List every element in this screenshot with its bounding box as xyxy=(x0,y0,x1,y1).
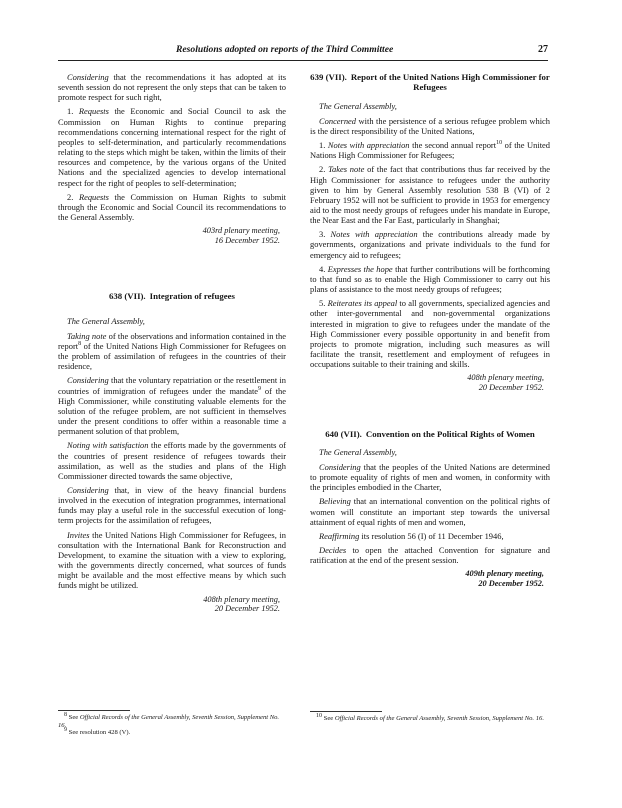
footnote-9: $^9$ See resolution 428 (V). xyxy=(64,727,131,737)
resolution-640-heading: 640 (VII). Convention on the Political Rights of Women xyxy=(325,428,535,439)
res639-item-5: 5. Reiterates its appeal to all governments, specialized agencies and other inter-governmental and non-governmental organizations interested in migration to give to refugees under the mandate of the High Commissioner every possible opportunity in and benefit from projects to promote migration, including such measures as will facilitate the transit, resettlement and employment of refugees in occupations suitable to their training and skills. xyxy=(310,298,550,370)
footnote-10: $^{10}$ See Official Records of the General Assembly, Seventh Session, Supplement No. 16. xyxy=(316,712,544,722)
res639-item-3: 3. Notes with appreciation the contributions already made by governments, organizations and private individuals to the fund for emergency aid to refugees; xyxy=(310,229,551,260)
res640-paragraph-3: Reaffirming its resolution 56 (I) of 11 December 1946, xyxy=(319,530,504,541)
res639-item-2: 2. Takes note of the fact that contributions thus far received by the High Commissioner for assistance to refugees under the authority given to him by General Assembly resolution 538 B (VI) of 2 February 1952 will not be sufficient to provide in 1953 for emergency aid to the most needy groups of refugees under his mandate in Europe, the Near East and the Far East, particularly in Shanghai; xyxy=(310,164,551,226)
res639-item-1: 1. Notes with appreciation the second annual report$^{10}$ of the United Nations High Commissioner for Refugees; xyxy=(310,140,551,161)
right-column xyxy=(310,72,550,589)
operative-paragraph-1: 1. Requests the Economic and Social Council to ask the Commission on Human Rights to continue preparing recommendations concerning international respect for the right of peoples to self-determination, and particularly recommendations relating to the steps which might be taken, within the limits of their resources and competence, by the various organs of the United Nations and the specialized agencies to develop international respect for the right of peoples to self-determination; xyxy=(58,106,287,188)
general-assembly-label: The General Assembly, xyxy=(67,315,145,326)
meeting-signature: 408th plenary meeting, 20 December 1952. xyxy=(467,373,544,392)
header-rule xyxy=(58,60,548,61)
res638-paragraph-2: Considering that the voluntary repatriation or the resettlement in countries of immigration of refugees under the mandate$^9$ of the High Commissioner, while constituting valuable elements for the solution of the refugee problem, are not sufficient in themselves under the present conditions to offer within a reasonable time a permanent solution of that problem, xyxy=(58,375,287,437)
meeting-signature: 409th plenary meeting, 20 December 1952. xyxy=(465,569,544,588)
general-assembly-label: The General Assembly, xyxy=(319,100,397,111)
res640-paragraph-1: Considering that the peoples of the United Nations are determined to promote equality of rights of men and women, in conformity with the principles embodied in the Charter, xyxy=(310,461,550,493)
right-footnotes xyxy=(310,711,550,723)
left-footnotes xyxy=(58,710,286,737)
res639-item-4: 4. Expresses the hope that further contributions will be forthcoming to that fund so as to enable the High Commissioner to carry out his plans of assistance to the most needy groups of refugees; xyxy=(310,263,551,295)
footnote-rule xyxy=(58,710,130,711)
running-head-title: Resolutions adopted on reports of the Third Committee xyxy=(176,44,394,55)
meeting-signature: 408th plenary meeting, 20 December 1952. xyxy=(203,594,280,614)
considering-paragraph: Considering that the recommendations it has adopted at its seventh session do not represent the only steps that can be taken to promote respect for such right, xyxy=(58,72,286,103)
operative-paragraph-2: 2. Requests the Commission on Human Rights to submit through the Economic and Social Council its recommendations to the General Assembly. xyxy=(58,191,287,223)
resolution-639-heading: 639 (VII). Report of the United Nations High Commissioner for Refugees xyxy=(310,72,550,93)
res638-paragraph-5: Invites the United Nations High Commissioner for Refugees, in consultation with the International Bank for Reconstruction and Development, to examine the situation with a view to exploring, with the governments directly concerned, what sources of funds might be available and the most effective means by which such funds might be utilized. xyxy=(58,529,286,591)
page-number: 27 xyxy=(538,44,548,55)
footnote-8: $^8$ See Official Records of the General Assembly, Seventh Session, Supplement No. 16. xyxy=(58,711,280,729)
left-column xyxy=(58,72,286,614)
res638-paragraph-4: Considering that, in view of the heavy financial burdens involved in the execution of integration programmes, international funds may play a useful role in the successful execution of long-term projects for the assimilation of refugees, xyxy=(58,485,287,526)
res640-paragraph-4: Decides to open the attached Convention for signature and ratification at the end of the present session. xyxy=(310,545,550,566)
general-assembly-label: The General Assembly, xyxy=(319,446,397,457)
meeting-signature: 403rd plenary meeting, 16 December 1952. xyxy=(202,226,280,245)
res638-paragraph-1: Taking note of the observations and information contained in the report$^8$ of the United Nations High Commissioner for Refugees on the problem of assimilation of refugees in the countries of their residence, xyxy=(58,330,286,372)
res638-paragraph-3: Noting with satisfaction the efforts made by the governments of the countries of present residence of refugees towards their assimilation, as well as the studies and plans of the High Commissioner directed towards the same objective, xyxy=(58,440,286,481)
res639-concerned: Concerned with the persistence of a serious refugee problem which is the direct responsibility of the United Nations, xyxy=(310,115,551,136)
resolution-638-heading: 638 (VII). Integration of refugees xyxy=(108,291,235,302)
res640-paragraph-2: Believing that an international convention on the political rights of women will constitute an important step towards the universal attainment of equal rights of men and women, xyxy=(310,496,551,527)
